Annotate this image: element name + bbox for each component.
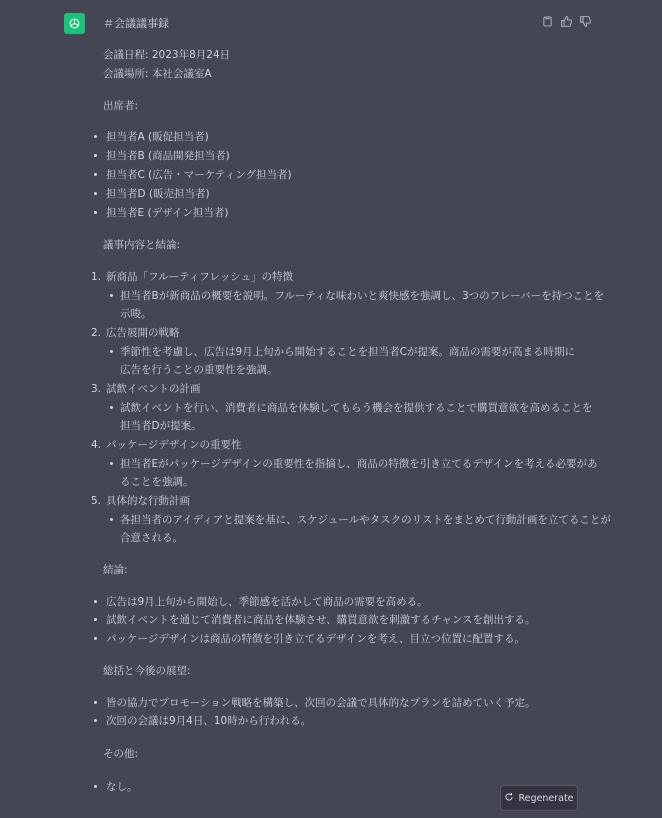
agenda-number: 2. [91, 327, 102, 339]
attendees-heading: 出席者: [103, 100, 139, 112]
message-title: ＃会議議事録 [103, 17, 169, 30]
agenda-detail: 担当者Bが新商品の概要を説明。フルーティな味わいと爽快感を強調し、3つのフレーバーを持つことを [120, 290, 605, 302]
agenda-number: 3. [91, 383, 102, 395]
attendee-item: 担当者E (デザイン担当者) [106, 207, 229, 219]
sub-bullet-dot [110, 350, 113, 353]
agenda-title: パッケージデザインの重要性 [106, 439, 242, 451]
sub-bullet-dot [110, 406, 113, 409]
thumbs-down-icon[interactable] [579, 15, 592, 28]
thumbs-up-icon[interactable] [560, 15, 573, 28]
sub-bullet-dot [110, 518, 113, 521]
agenda-detail: 担当者Eがパッケージデザインの重要性を指摘し、商品の特徴を引き立てるデザインを考える必要があ [120, 458, 598, 470]
regenerate-label: Regenerate [518, 792, 574, 804]
attendee-item: 担当者D (販売担当者) [106, 188, 210, 200]
bullet-dot [94, 135, 97, 138]
outlook-item: 次回の会議は9月4日、10時から行われる。 [106, 715, 312, 727]
conclusion-item: 試飲イベントを通じて消費者に商品を体験させ、購買意欲を刺激するチャンスを創出する。 [106, 614, 536, 626]
agenda-detail: 担当者Dが提案。 [120, 420, 202, 432]
attendee-item: 担当者B (商品開発担当者) [106, 150, 230, 162]
agenda-detail: 示唆。 [120, 308, 152, 320]
agenda-number: 1. [91, 271, 102, 283]
agenda-title: 試飲イベントの計画 [106, 383, 201, 395]
agenda-number: 4. [91, 439, 102, 451]
bullet-dot [94, 192, 97, 195]
conclusion-item: 広告は9月上旬から開始し、季節感を活かして商品の需要を高める。 [106, 596, 428, 608]
outlook-heading: 総括と今後の展望: [103, 665, 191, 677]
bullet-dot [94, 719, 97, 722]
bullet-dot [94, 701, 97, 704]
other-heading: その他: [103, 748, 139, 760]
message-actions [541, 15, 592, 28]
agenda-detail: 試飲イベントを行い、消費者に商品を体験してもらう機会を提供することで購買意欲を高めることを [120, 402, 593, 414]
agenda-number: 5. [91, 495, 102, 507]
agenda-title: 具体的な行動計画 [106, 495, 190, 507]
bullet-dot [94, 785, 97, 788]
regenerate-button[interactable] [500, 785, 578, 811]
bullet-dot [94, 637, 97, 640]
agenda-title: 新商品「フルーティフレッシュ」の特徴 [106, 271, 294, 283]
openai-logo-icon [64, 13, 85, 34]
conclusion-item: パッケージデザインは商品の特徴を引き立てるデザインを考え、目立つ位置に配置する。 [106, 633, 525, 645]
attendee-item: 担当者C (広告・マーケティング担当者) [106, 169, 292, 181]
agenda-detail: 季節性を考慮し、広告は9月上旬から開始することを担当者Cが提案。商品の需要が高まる時期に [120, 346, 576, 358]
copy-icon[interactable] [541, 15, 554, 28]
agenda-detail: 広告を行うことの重要性を強調。 [120, 364, 278, 376]
meeting-date: 会議日程: 2023年8月24日 [103, 49, 231, 61]
attendee-item: 担当者A (販促担当者) [106, 131, 209, 143]
refresh-icon [504, 792, 514, 805]
bullet-dot [94, 600, 97, 603]
agenda-heading: 議事内容と結論: [103, 239, 181, 251]
conclusion-heading: 結論: [103, 564, 128, 576]
bullet-dot [94, 618, 97, 621]
agenda-detail: 合意される。 [120, 532, 183, 544]
bullet-dot [94, 173, 97, 176]
meeting-place: 会議場所: 本社会議室A [103, 68, 212, 80]
other-item: なし。 [106, 781, 138, 793]
agenda-detail: 各担当者のアイディアと提案を基に、スケジュールやタスクのリストをまとめて行動計画を立てることが [120, 514, 611, 526]
agenda-detail: ることを強調。 [120, 476, 194, 488]
sub-bullet-dot [110, 294, 113, 297]
agenda-title: 広告展開の戦略 [106, 327, 180, 339]
sub-bullet-dot [110, 462, 113, 465]
bullet-dot [94, 211, 97, 214]
bullet-dot [94, 154, 97, 157]
outlook-item: 皆の協力でプロモーション戦略を構築し、次回の会議で具体的なプランを詰めていく予定。 [106, 697, 536, 709]
